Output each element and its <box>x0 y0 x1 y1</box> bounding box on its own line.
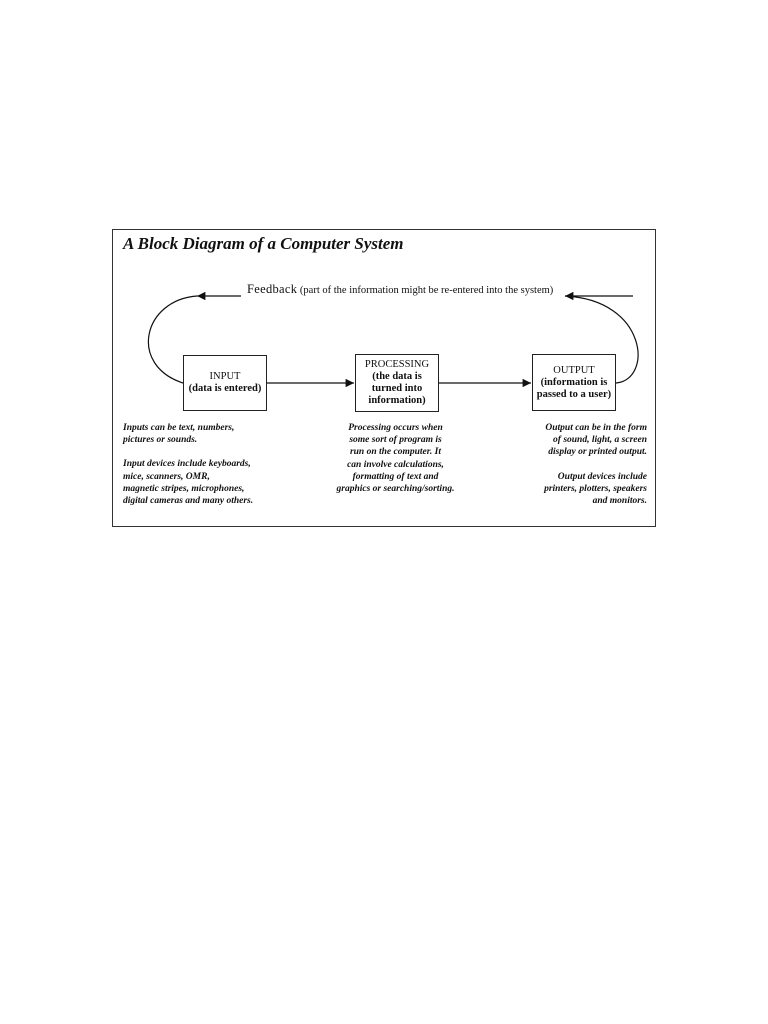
note-line: magnetic stripes, microphones, <box>123 483 245 494</box>
note-line: Input devices include keyboards, <box>123 459 251 470</box>
note-line: printers, plotters, speakers <box>544 483 647 494</box>
note-line: digital cameras and many others. <box>123 496 254 507</box>
output-box-subtitle-line: (information is <box>540 376 608 388</box>
note-line: can involve calculations, <box>347 459 444 470</box>
note-line: display or printed output. <box>548 447 647 458</box>
note-line: pictures or sounds. <box>123 435 198 446</box>
processing-box-title: PROCESSING <box>364 359 430 370</box>
note-line: formatting of text and <box>352 471 439 482</box>
note-line: mice, scanners, OMR, <box>123 471 210 482</box>
note-line: of sound, light, a screen <box>553 435 647 446</box>
input-box-title: INPUT <box>209 371 241 382</box>
block-diagram-figure <box>112 229 656 527</box>
output-box <box>532 354 616 411</box>
note-line: Inputs can be text, numbers, <box>123 423 235 433</box>
feedback-label-note: (part of the information might be re-entered into the system) <box>297 285 554 296</box>
note-line: graphics or searching/sorting. <box>336 484 455 495</box>
diagram-title: A Block Diagram of a Computer System <box>123 234 404 253</box>
note-line: and monitors. <box>592 496 647 507</box>
output-box-subtitle-line: passed to a user) <box>536 388 612 400</box>
input-box <box>183 355 267 411</box>
note-line: run on the computer. It <box>349 447 442 458</box>
input-notes <box>123 422 293 507</box>
processing-notes <box>313 422 478 495</box>
input-box-subtitle: (data is entered) <box>188 383 262 394</box>
note-line: some sort of program is <box>349 435 442 446</box>
processing-box-subtitle-line: (the data is <box>372 371 422 382</box>
processing-box <box>355 354 439 412</box>
processing-box-subtitle-line: information) <box>368 395 426 406</box>
note-line: Output devices include <box>557 471 647 482</box>
feedback-label-main: Feedback <box>247 282 298 296</box>
note-line: Output can be in the form <box>545 423 647 433</box>
output-notes <box>497 422 647 507</box>
output-box-title: OUTPUT <box>553 364 595 376</box>
processing-box-subtitle-line: turned into <box>371 383 423 394</box>
note-line: Processing occurs when <box>348 423 443 433</box>
